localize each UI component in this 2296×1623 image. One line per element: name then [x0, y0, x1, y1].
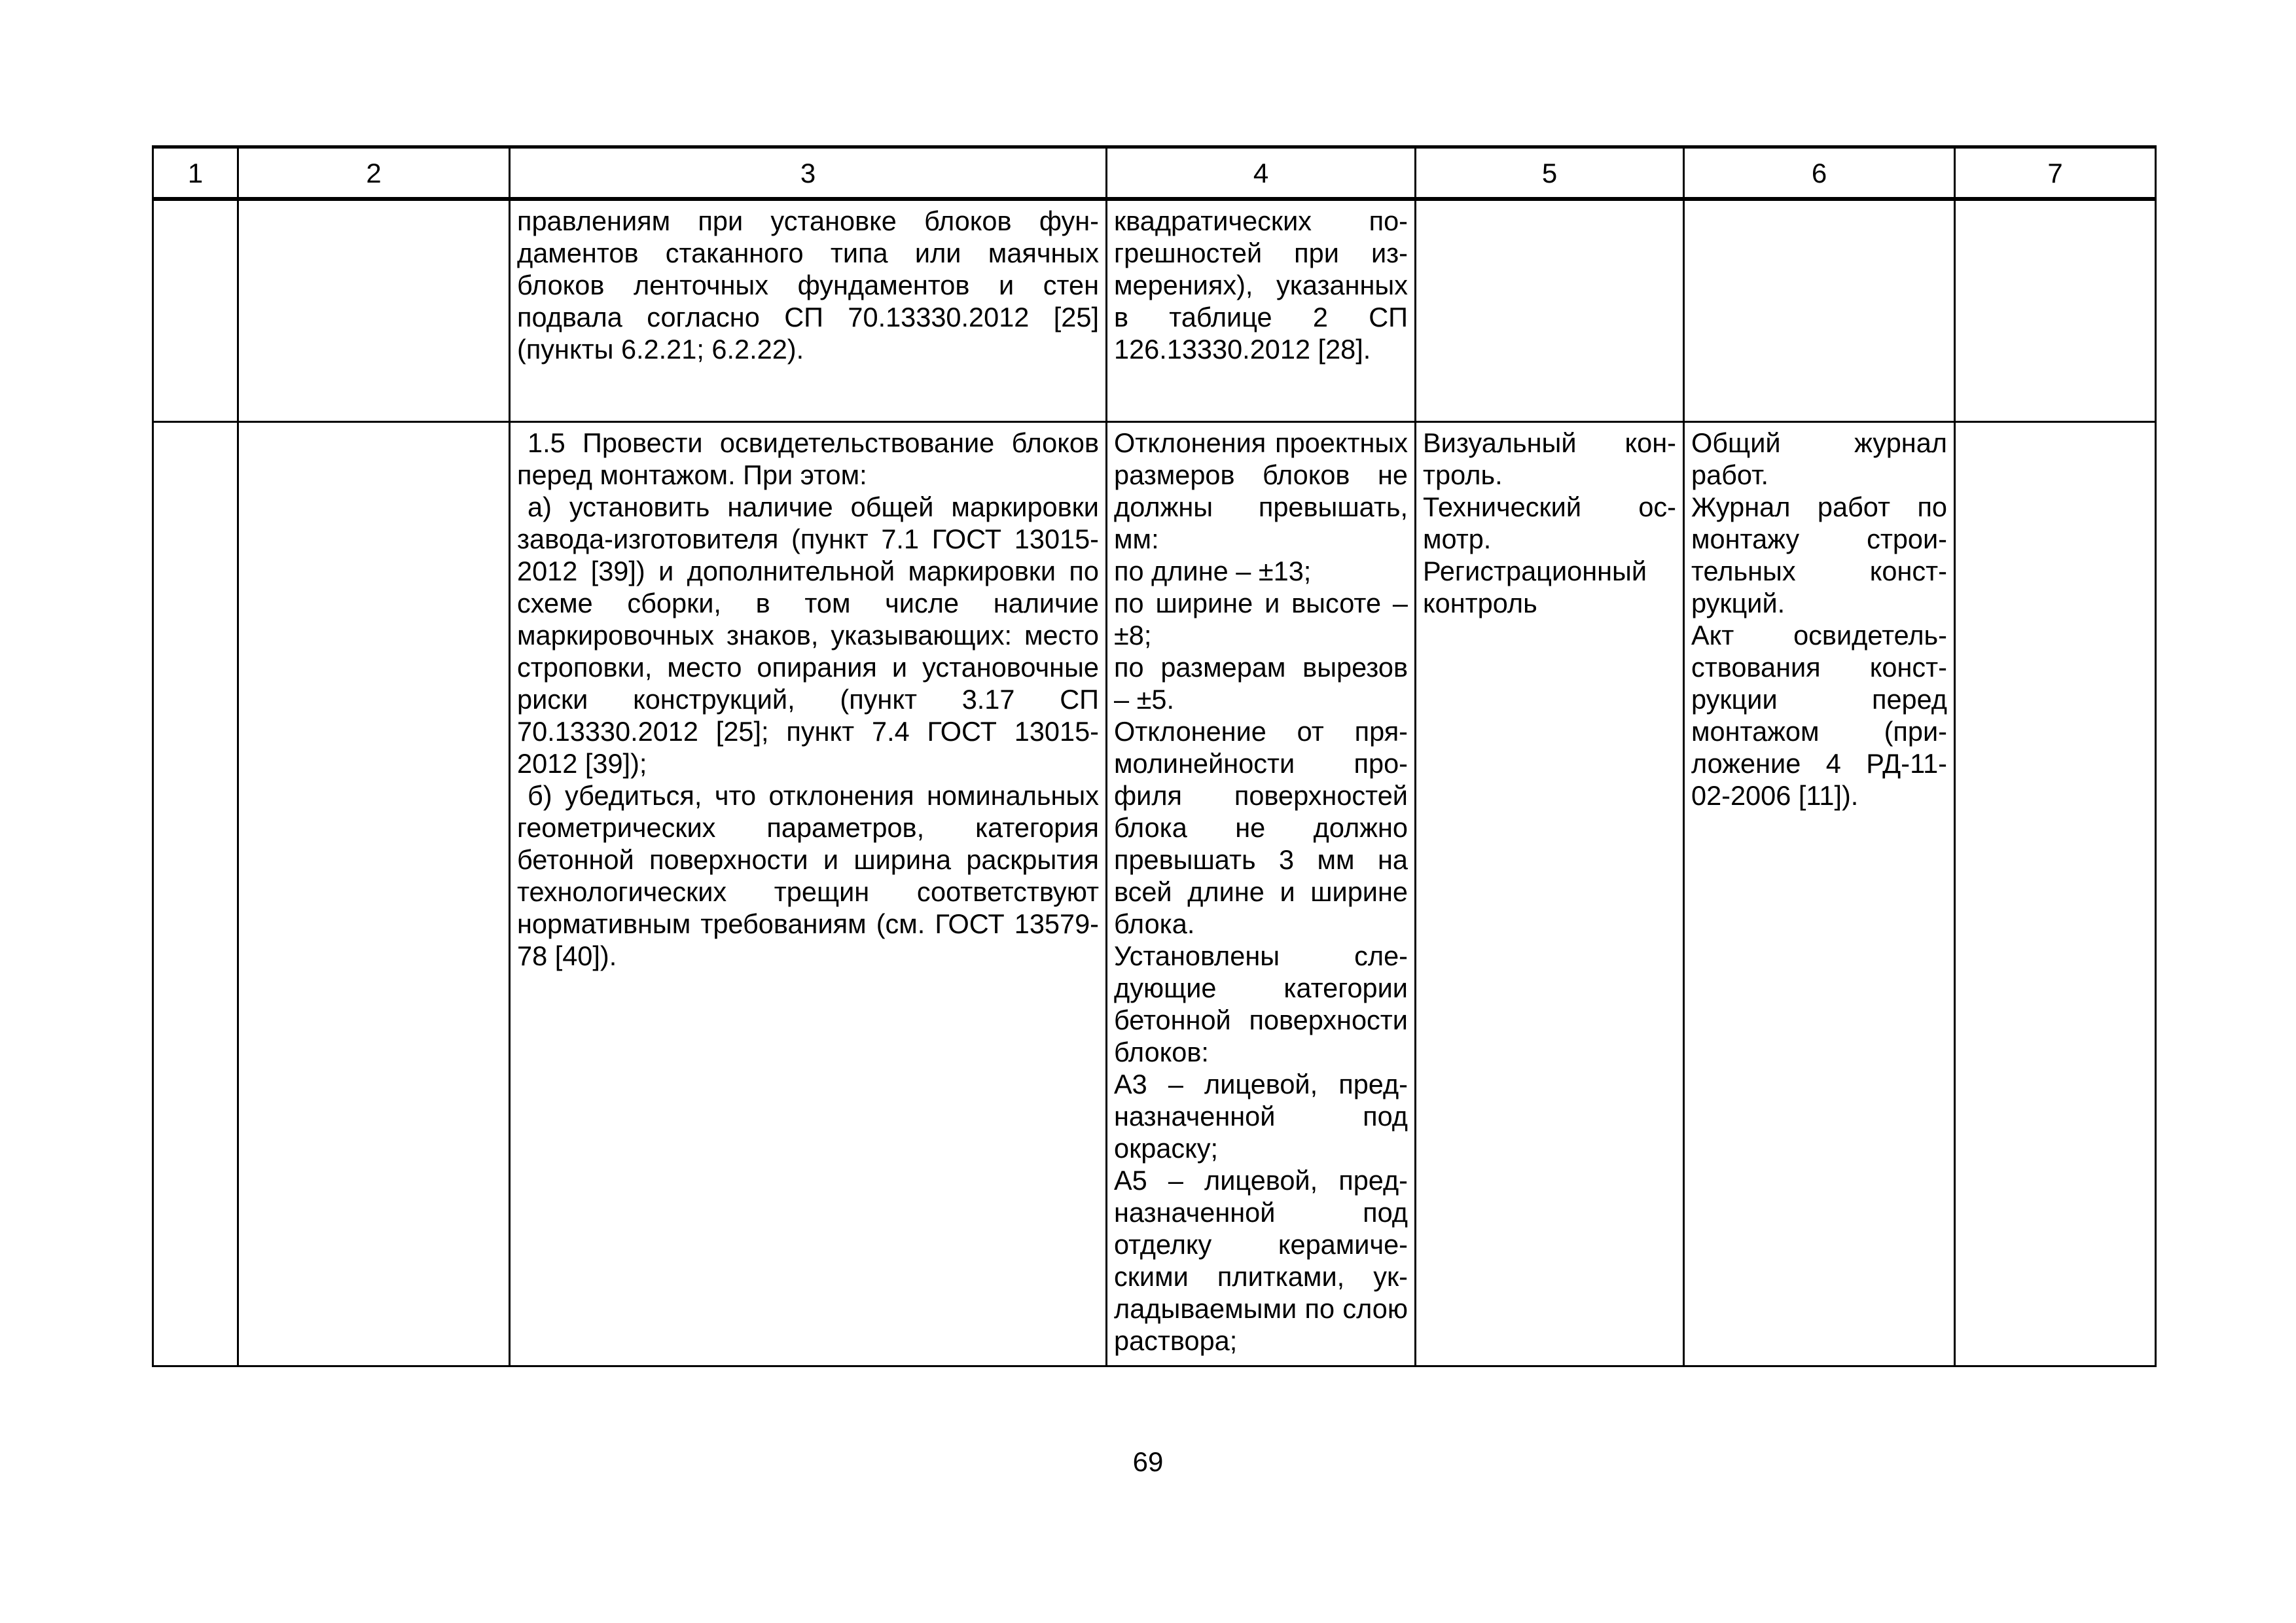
header-col-6: 6: [1684, 147, 1955, 200]
table-header-row: [153, 147, 2156, 200]
row2-col3-para-3: б) убедиться, что отклонения номинальных геометрических параметров, категория бетонной поверхности и ширина раскрытия технологических трещин соответствуют нормативным требованиям (см. ГОСТ 13579-78 [40]).: [517, 780, 1099, 971]
header-col-1: 1: [153, 147, 238, 200]
row2-col6-para-1: Общий журнал работ.: [1691, 427, 1947, 490]
row2-col4-para-7: А3 – лицевой, предназначенной под окраску;: [1114, 1069, 1408, 1164]
row2-col1: [153, 422, 238, 1366]
table-row: [153, 199, 2156, 422]
header-col-2: 2: [238, 147, 510, 200]
page-number: 69: [1132, 1446, 1164, 1477]
header-col-7: 7: [1955, 147, 2156, 200]
row2-col6-para-2: Журнал работ по монтажу строительных конструкций.: [1691, 491, 1947, 618]
row1-col1: [153, 199, 238, 422]
header-col-5: 5: [1416, 147, 1684, 200]
header-col-3: 3: [510, 147, 1107, 200]
row2-col4: [1107, 422, 1416, 1366]
row2-col6-para-3: Акт освидетельствования конструкции перед монтажом (приложение 4 РД-11-02-2006 [11]).: [1691, 620, 1947, 811]
row2-col4-para-8: А5 – лицевой, предназначенной под отделку керамическими плитками, укладываемыми по слою раствора;: [1114, 1165, 1408, 1356]
row2-col4-para-6: Установлены следующие категории бетонной поверхности блоков:: [1114, 940, 1408, 1067]
row1-col6: [1684, 199, 1955, 422]
row2-col6: [1684, 422, 1955, 1366]
row2-col4-para-2: по длине – ±13;: [1114, 556, 1312, 586]
row2-col5: [1416, 422, 1684, 1366]
row1-col7: [1955, 199, 2156, 422]
row2-col4-para-3: по ширине и высоте – ±8;: [1114, 588, 1408, 651]
row1-col2: [238, 199, 510, 422]
row1-col3-para: правлениям при установке блоков фундаментов стаканного типа или маячных блоков ленточных фундаментов и стен подвала согласно СП 70.13330.2012 [25] (пункты 6.2.21; 6.2.22).: [517, 205, 1099, 365]
row1-col4: [1107, 199, 1416, 422]
row2-col5-para-1: Визуальный контроль.: [1423, 427, 1676, 490]
row2-col3-para-1: 1.5 Провести освидетельствование блоков перед монтажом. При этом:: [517, 427, 1099, 490]
header-col-4: 4: [1107, 147, 1416, 200]
row2-col4-para-1: Отклонения проектных размеров блоков не должны превышать, мм:: [1114, 427, 1408, 554]
table-row: [153, 422, 2156, 1366]
row2-col5-para-3: Регистрационный контроль: [1423, 556, 1647, 618]
row1-col4-para: квадратических погрешностей при измерениях), указанных в таблице 2 СП 126.13330.2012 [28].: [1114, 205, 1408, 365]
row2-col5-para-2: Технический осмотр.: [1423, 491, 1676, 554]
main-table: [152, 145, 2157, 1367]
row2-col7: [1955, 422, 2156, 1366]
row2-col2: [238, 422, 510, 1366]
row1-col5: [1416, 199, 1684, 422]
row1-col3: [510, 199, 1107, 422]
row2-col4-para-4: по размерам вырезов – ±5.: [1114, 652, 1408, 715]
row2-col3: [510, 422, 1107, 1366]
row2-col4-para-5: Отклонение от прямолинейности профиля поверхностей блока не должно превышать 3 мм на всей длине и ширине блока.: [1114, 716, 1408, 939]
row2-col3-para-2: а) установить наличие общей маркировки завода-изготовителя (пункт 7.1 ГОСТ 13015-2012 [39]) и дополнительной маркировки по схеме сборки, в том числе наличие маркировочных знаков, указывающих: место строповки, место опирания и установочные риски конструкций, (пункт 3.17 СП 70.13330.2012 [25]; пункт 7.4 ГОСТ 13015-2012 [39]);: [517, 491, 1099, 779]
